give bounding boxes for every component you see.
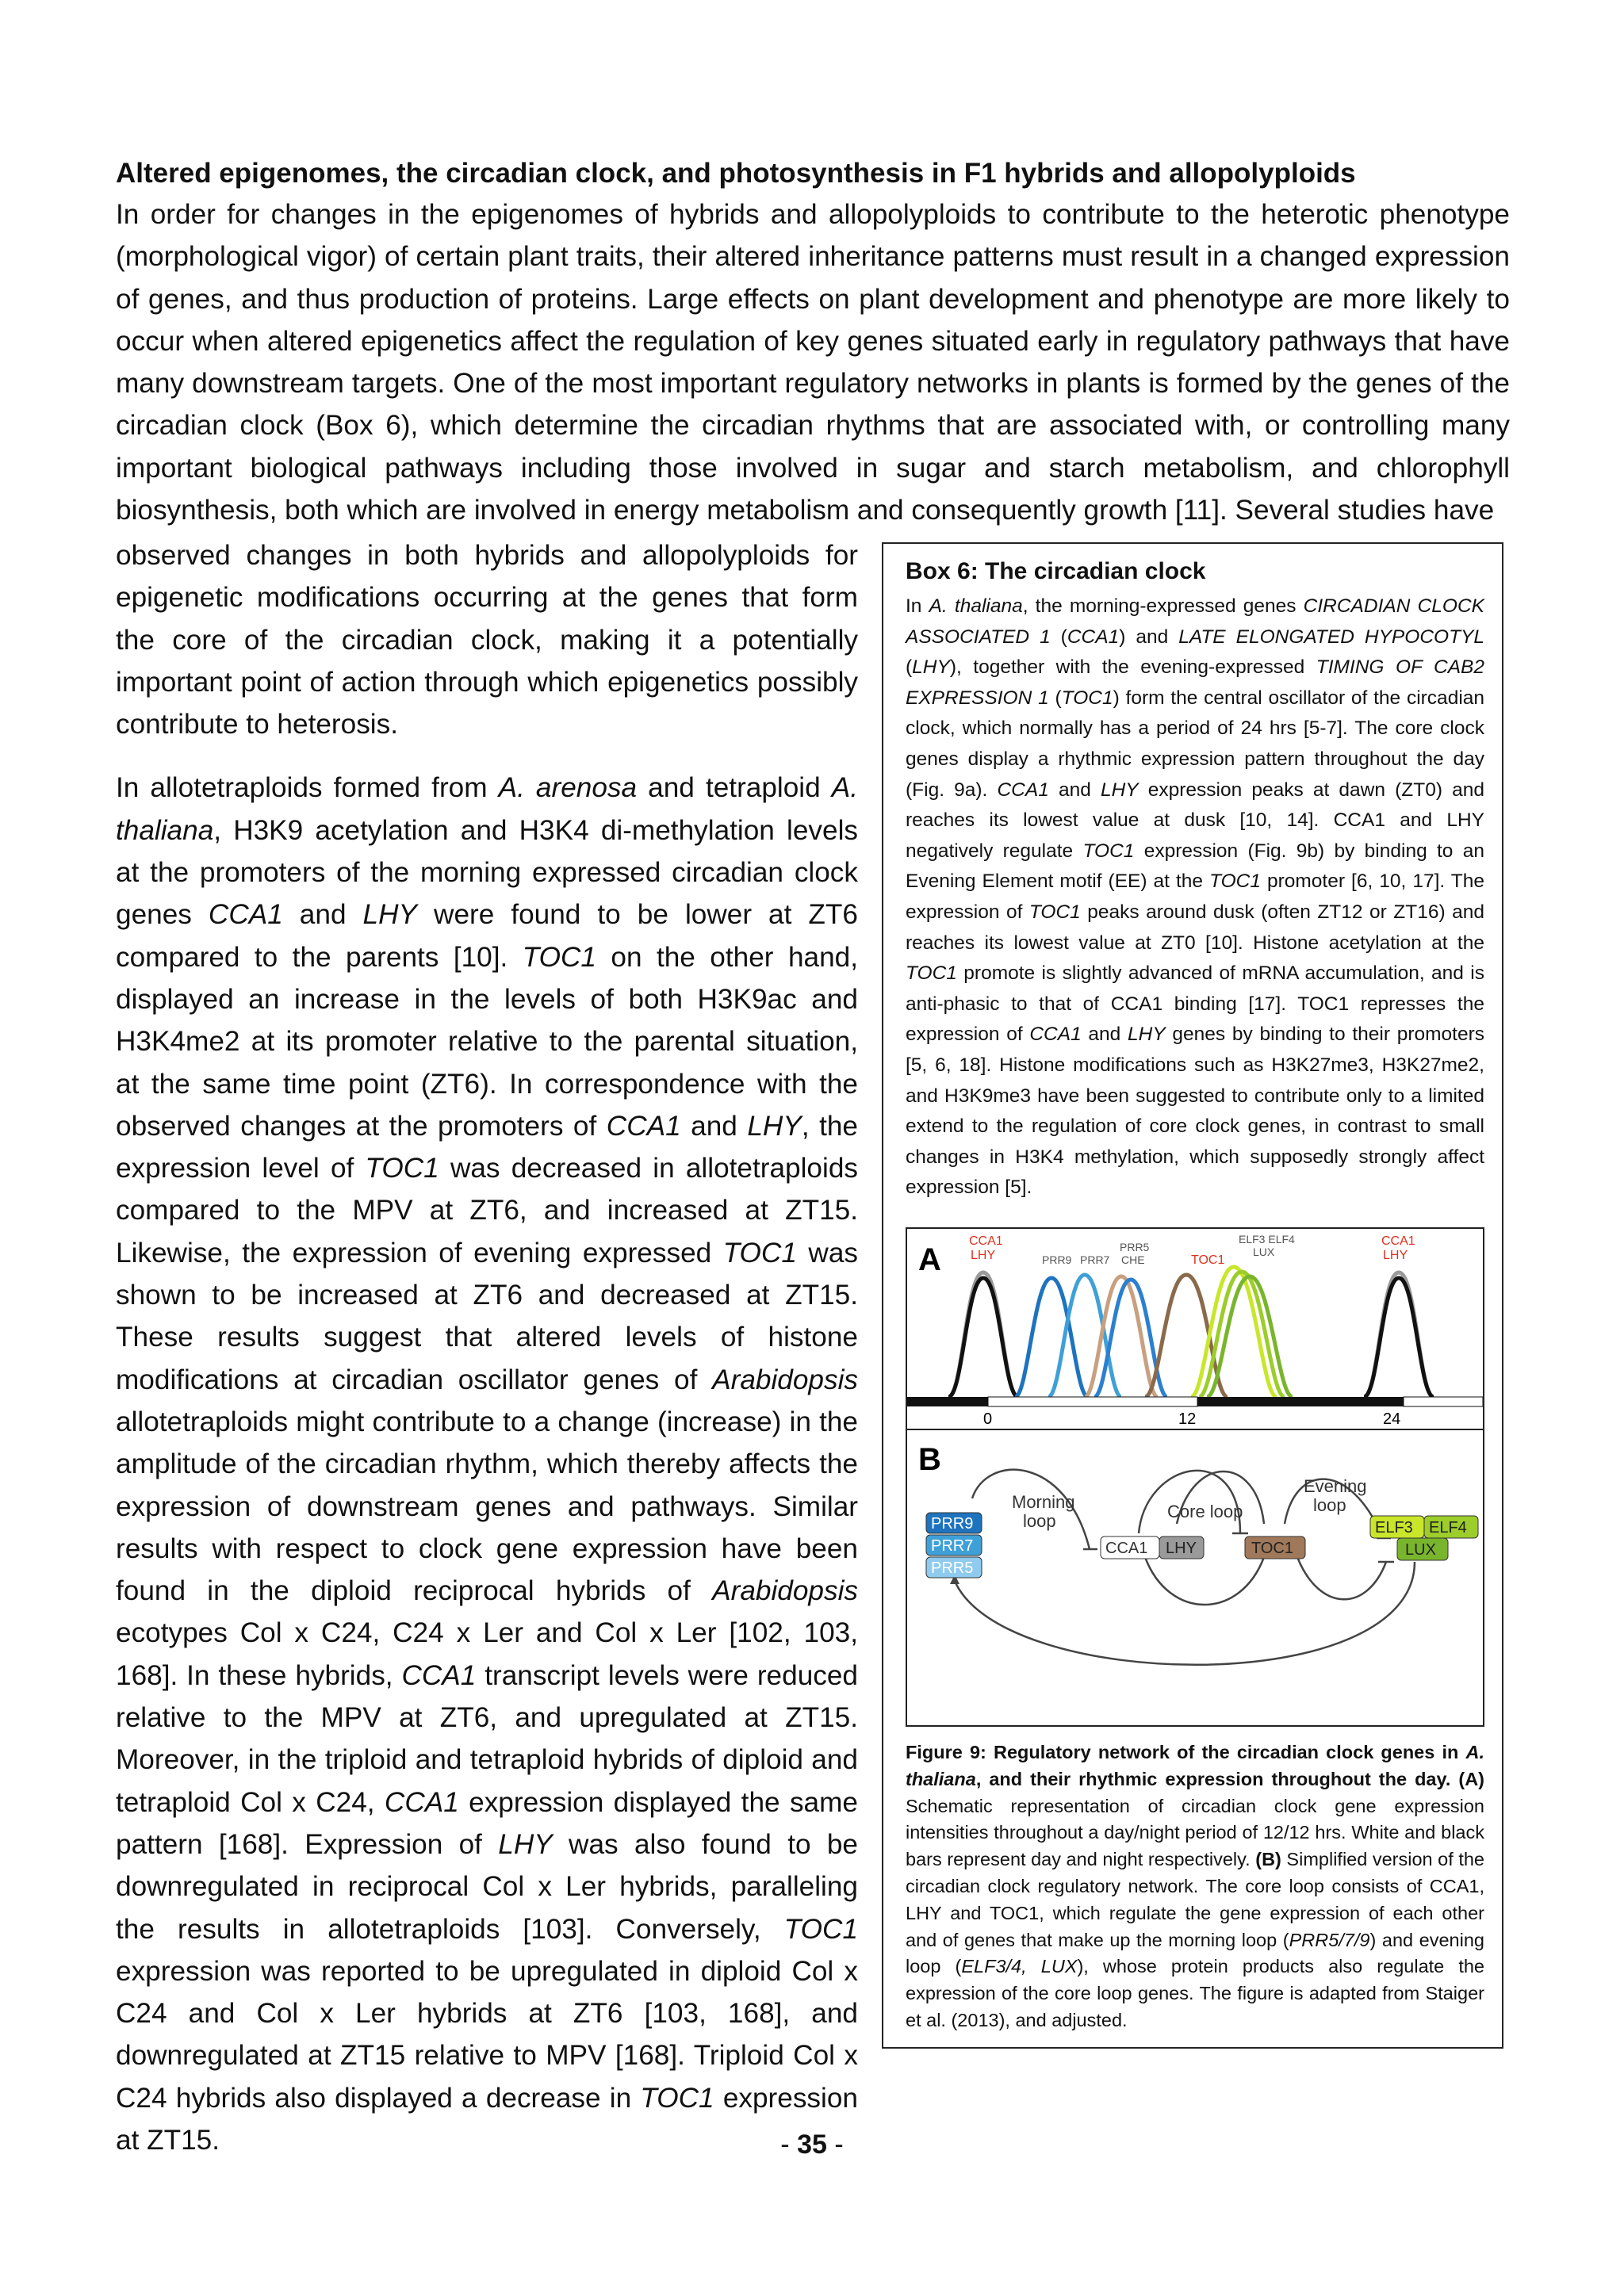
evening-to-prr-arrow bbox=[955, 1562, 1415, 1665]
label-cca1-left: CCA1 bbox=[969, 1234, 1003, 1248]
panel-b-letter: B bbox=[918, 1442, 941, 1477]
figure-panel-b bbox=[907, 1429, 1483, 1727]
core-loop-label: Core loop bbox=[1167, 1502, 1243, 1521]
tick-12: 12 bbox=[1178, 1410, 1197, 1428]
gene-lhy: LHY bbox=[1166, 1540, 1197, 1557]
morning-loop-label-line1: Morning bbox=[1012, 1492, 1075, 1512]
page-number-prefix: - bbox=[780, 2130, 798, 2160]
toc1-to-lux-arc bbox=[1297, 1557, 1386, 1599]
label-prr7: PRR7 bbox=[1080, 1253, 1110, 1266]
label-prr9: PRR9 bbox=[1042, 1253, 1072, 1266]
paragraph-intro: In order for changes in the epigenomes of hybrids and allopolyploids to contribute to the heterotic phenotype (morphological vigor) of certain plant traits, their altered inheritance patterns must result in a changed expression of genes, and thus production of proteins. Large effects on plant development and phenotype are more likely to occur when altered epigenetics affect the regulation of key genes situated early in regulatory pathways that have many downstream targets. One of the most important regulatory networks in plants is formed by the genes of the circadian clock (Box 6), which determine the circadian rhythms that are associated with, or controlling many important biological pathways including those involved in sugar and starch metabolism, and chlorophyll biosynthesis, both which are involved in energy metabolism and consequently growth [11]. Several studies have bbox=[116, 199, 1510, 526]
expression-curves bbox=[948, 1267, 1434, 1397]
label-lhy-left: LHY bbox=[971, 1249, 996, 1262]
section-heading: Altered epigenomes, the circadian clock, and photosynthesis in F1 hybrids and allopolyploids bbox=[116, 158, 1356, 189]
gene-cca1: CCA1 bbox=[1105, 1540, 1148, 1557]
gene-prr9: PRR9 bbox=[931, 1515, 974, 1533]
night-bar bbox=[1197, 1397, 1404, 1406]
gene-prr5: PRR5 bbox=[931, 1559, 974, 1577]
label-lux: LUX bbox=[1253, 1246, 1275, 1258]
label-lhy-right: LHY bbox=[1383, 1249, 1408, 1262]
figure-9 bbox=[906, 1227, 1484, 1727]
paragraph-intro-continued: observed changes in both hybrids and allopolyploids for epigenetic modifications occurring at the genes that form the core of the circadian clock, making it a potentially important point of action through which epigenetics possibly contribute to heterosis. bbox=[116, 540, 858, 740]
panel-a-letter: A bbox=[918, 1242, 941, 1277]
box-text: In A. thaliana, the morning-expressed genes CIRCADIAN CLOCK ASSOCIATED 1 (CCA1) and LATE ELONGATED HYPOCOTYL (LHY), together with the evening-expressed TIMING OF CAB2 EXPRESSION 1 (TOC1) form the central oscillator of the circadian clock, which normally has a period of 24 hrs [5-7]. The core clock genes display a rhythmic expression pattern throughout the day (Fig. 9a). CCA1 and LHY expression peaks at dawn (ZT0) and reaches its lowest value at dusk [10, 14]. CCA1 and LHY negatively regulate TOC1 expression (Fig. 9b) by binding to an Evening Element motif (EE) at the TOC1 promoter [6, 10, 17]. The expression of TOC1 peaks around dusk (often ZT12 or ZT16) and reaches its lowest value at ZT0 [10]. Histone acetylation at the TOC1 promote is slightly advanced of mRNA accumulation, and is anti-phasic to that of CCA1 binding [17]. TOC1 represses the expression of CCA1 and LHY genes by binding to their promoters [5, 6, 18]. Histone modifications such as H3K27me3, H3K27me2, and H3K9me3 have been suggested to contribute only to a limited extend to the regulation of core clock genes, in contrast to small changes in H3K4 methylation, which supposedly strongly affect expression [5]. bbox=[906, 595, 1485, 1199]
curve-prr9 bbox=[1015, 1278, 1088, 1397]
gene-lux: LUX bbox=[1405, 1541, 1436, 1559]
page-number-value: 35 bbox=[797, 2130, 827, 2160]
night-bar-left bbox=[907, 1397, 988, 1406]
tick-24: 24 bbox=[1383, 1410, 1401, 1428]
left-column bbox=[116, 534, 858, 2161]
evening-loop-label-line2: loop bbox=[1313, 1495, 1346, 1515]
figure-caption: Figure 9: Regulatory network of the circadian clock genes in A. thaliana, and their rhythmic expression throughout the day. (A) Schematic representation of circadian clock gene expression intensities throughout a day/night period of 12/12 hrs. White and black bars represent day and night respectively. (B) Simplified version of the circadian clock regulatory network. The core loop consists of CCA1, LHY and TOC1, which regulate the gene expression of each other and of genes that make up the morning loop (PRR5/7/9) and evening loop (ELF3/4, LUX), whose protein products also regulate the expression of the core loop genes. The figure is adapted from Staiger et al. (2013), and adjusted. bbox=[906, 1742, 1484, 2030]
tick-0: 0 bbox=[983, 1410, 993, 1428]
box-6 bbox=[882, 542, 1503, 2049]
label-prr5: PRR5 bbox=[1120, 1241, 1150, 1253]
label-che: CHE bbox=[1121, 1253, 1145, 1266]
evening-loop-label-line1: Evening bbox=[1304, 1476, 1367, 1496]
page-number bbox=[0, 2130, 1624, 2160]
box-title: Box 6: The circadian clock bbox=[906, 558, 1206, 584]
paragraph-allotetraploids: In allotetraploids formed from A. arenosa and tetraploid A. thaliana, H3K9 acetylation and H3K4 di-methylation levels at the promoters of the morning expressed circadian clock genes CCA1 and LHY were found to be lower at ZT6 compared to the parents [10]. TOC1 on the other hand, displayed an increase in the levels of both H3K9ac and H3K4me2 at its promoter relative to the parental situation, at the same time point (ZT6). In correspondence with the observed changes at the promoters of CCA1 and LHY, the expression level of TOC1 was decreased in allotetraploids compared to the MPV at ZT6, and increased at ZT15. Likewise, the expression of evening expressed TOC1 was shown to be increased at ZT6 and decreased at ZT15. These results suggest that altered levels of histone modifications at circadian oscillator genes of Arabidopsis allotetraploids might contribute to a change (increase) in the amplitude of the circadian rhythm, which thereby affects the expression of downstream genes and pathways. Similar results with respect to clock gene expression have been found in the diploid reciprocal hybrids of Arabidopsis ecotypes Col x C24, C24 x Ler and Col x Ler [102, 103, 168]. In these hybrids, CCA1 transcript levels were reduced relative to the MPV at ZT6, and upregulated at ZT15. Moreover, in the triploid and tetraploid hybrids of diploid and tetraploid Col x C24, CCA1 expression displayed the same pattern [168]. Expression of LHY was also found to be downregulated in reciprocal Col x Ler hybrids, paralleling the results in allotetraploids [103]. Conversely, TOC1 expression was reported to be upregulated in diploid Col x C24 and Col x Ler hybrids at ZT6 [103, 168], and downregulated at ZT15 relative to MPV [168]. Triploid Col x C24 hybrids also displayed a decrease in TOC1 expression at ZT15. bbox=[116, 772, 859, 2156]
figure-panel-a bbox=[907, 1229, 1483, 1429]
label-elf3-elf4: ELF3 ELF4 bbox=[1239, 1233, 1295, 1246]
morning-loop-label-line2: loop bbox=[1023, 1511, 1056, 1531]
gene-elf4: ELF4 bbox=[1429, 1519, 1467, 1536]
day-bar-right bbox=[1404, 1397, 1483, 1406]
page-number-suffix: - bbox=[826, 2130, 844, 2160]
regulatory-network-diagram bbox=[907, 1430, 1483, 1725]
gene-prr7: PRR7 bbox=[931, 1537, 974, 1555]
day-bar bbox=[988, 1397, 1197, 1406]
curve-cca1-left bbox=[948, 1278, 1018, 1397]
core-bottom-arc bbox=[1145, 1557, 1264, 1605]
gene-elf3: ELF3 bbox=[1375, 1519, 1413, 1536]
label-cca1-right: CCA1 bbox=[1381, 1234, 1415, 1248]
expression-curves-diagram bbox=[907, 1229, 1483, 1429]
label-toc1: TOC1 bbox=[1191, 1253, 1225, 1267]
gene-toc1: TOC1 bbox=[1251, 1540, 1293, 1557]
curve-cca1-right bbox=[1364, 1278, 1434, 1397]
